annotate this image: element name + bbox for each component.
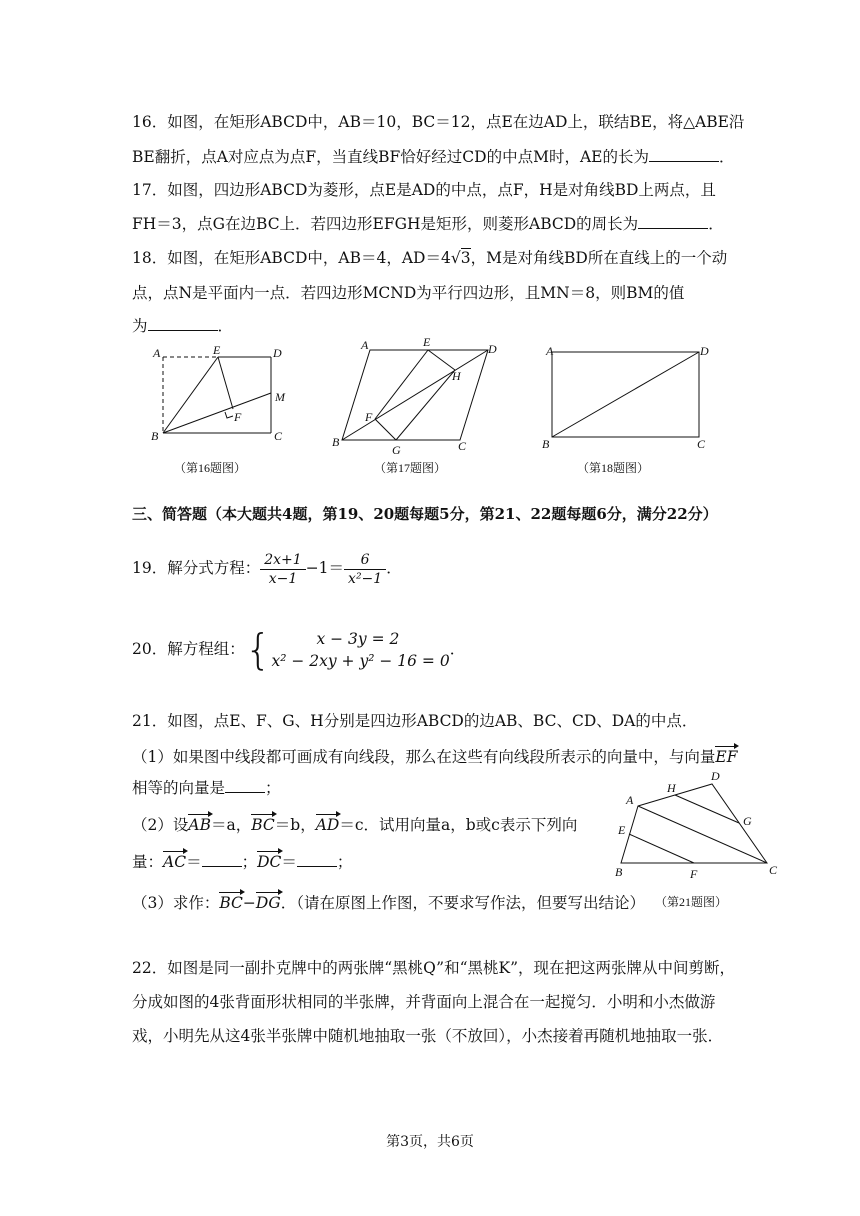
q17-line1: 17．如图，四边形ABCD为菱形，点E是AD的中点，点F，H是对角线BD上两点，且	[132, 181, 716, 199]
vector-ef: EF	[715, 745, 737, 767]
q21-line2	[132, 745, 737, 767]
answer-blank-18	[148, 316, 218, 331]
fig16-label-f: F	[234, 410, 242, 424]
fig17-label-g: G	[392, 443, 401, 457]
q21-eq-a: ＝a，	[210, 816, 252, 834]
q20	[132, 624, 465, 675]
figure-18	[540, 340, 720, 452]
fig16-label-e: E	[213, 345, 221, 357]
q20-end: ．	[449, 640, 466, 658]
q17-line2-text: FH＝3，点G在边BC上．若四边形EFGH是矩形，则菱形ABCD的周长为	[132, 215, 639, 233]
answer-blank-21-dc	[297, 852, 337, 867]
q21-sep5: ；	[241, 853, 258, 871]
answer-blank-17	[638, 214, 708, 229]
fig21-label-c: C	[769, 863, 778, 877]
q21-eq-b: ＝b，	[274, 816, 316, 834]
q20-eq2: x² − 2xy + y² − 16 = 0	[271, 652, 450, 670]
fig21-label-b: B	[615, 865, 623, 879]
fig18-caption: （第18题图）	[577, 461, 650, 475]
section-3-header: 三、简答题（本大题共4题，第19、20题每题5分，第21、22题每题6分，满分22分）	[132, 505, 718, 523]
q20-prefix: 20．解方程组：	[132, 640, 245, 658]
q19-den2: x²−1	[348, 570, 383, 587]
fig16-label-c: C	[274, 429, 283, 443]
q19-den1: x−1	[268, 570, 298, 587]
answer-blank-16	[649, 147, 719, 162]
fig18-label-d: D	[700, 344, 709, 358]
q19-prefix: 19．解分式方程：	[132, 559, 261, 577]
sqrt-radicand: 3	[460, 249, 471, 267]
q20-brace: {	[244, 625, 272, 674]
fig16-caption: （第16题图）	[174, 461, 247, 475]
q21-line5	[132, 850, 352, 872]
fig21-label-e: E	[618, 823, 626, 837]
fig16-label-d: D	[273, 346, 282, 360]
vector-bc-2: BC	[219, 891, 243, 913]
q18-line2: 点，点N是平面内一点．若四边形MCND为平行四边形，且MN＝8，则BM的值	[132, 284, 685, 302]
q17-line2	[132, 214, 724, 234]
q21-line2-text: （1）如果图中线段都可画成有向线段，那么在这些有向线段所表示的向量中，与向量	[132, 748, 716, 766]
q16-line2-text: BE翻折，点A对应点为点F，当直线BF恰好经过CD的中点M时，AE的长为	[132, 148, 649, 166]
q18-line1a: 18．如图，在矩形ABCD中，AB＝4，AD＝4	[132, 249, 451, 267]
fig16-label-b: B	[151, 429, 159, 443]
q21-line3-end: ；	[265, 779, 281, 797]
q18-line1b: ，M是对角线BD所在直线上的一个动	[470, 249, 728, 267]
q16-line1: 16．如图，在矩形ABCD中，AB＝10，BC＝12，点E在边AD上，联结BE，将△ABE沿	[132, 113, 745, 131]
q16-line2-end: ．	[718, 148, 735, 166]
fig17-label-f: F	[365, 410, 373, 424]
q21-end5: ；	[336, 853, 353, 871]
q21-line6	[132, 891, 645, 913]
fig17-caption: （第17题图）	[374, 461, 447, 475]
q16-line2	[132, 147, 734, 167]
fig16-label-a: A	[153, 346, 161, 360]
figure-21	[612, 766, 787, 881]
q21-eq5a: ＝	[186, 853, 202, 871]
q22-line3: 戏，小明先从这4张半张牌中随机地抽取一张（不放回），小杰接着再随机地抽取一张．	[132, 1027, 724, 1045]
q21-eq5b: ＝	[281, 853, 297, 871]
q18-line3-end: ．	[217, 317, 234, 335]
q21-line1: 21．如图，点E、F、G、H分别是四边形ABCD的边AB、BC、CD、DA的中点．	[132, 712, 698, 730]
q19-mid: −1＝	[305, 559, 345, 577]
q18-line1	[132, 248, 727, 268]
q18-line3-text: 为	[132, 317, 148, 335]
fig18-label-c: C	[697, 437, 706, 451]
q21-line3	[132, 778, 281, 798]
q18-line3	[132, 316, 233, 336]
fig21-label-f: F	[690, 867, 698, 881]
fig17-label-d: D	[488, 342, 497, 356]
vector-ad: AD	[316, 813, 340, 835]
q22-line2: 分成如图的4张背面形状相同的半张牌，并背面向上混合在一起搅匀．小明和小杰做游	[132, 993, 716, 1011]
q19	[132, 548, 402, 588]
fig16-label-m: M	[275, 390, 285, 404]
fig21-caption: （第21题图）	[655, 895, 728, 909]
answer-blank-21-1	[225, 778, 265, 793]
fig17-label-h: H	[452, 369, 461, 383]
fig17-label-a: A	[361, 338, 369, 352]
vector-ac: AC	[163, 850, 186, 872]
q21-line5a: 量：	[132, 853, 164, 871]
page-footer: 第3页，共6页	[386, 1134, 474, 1150]
fig17-label-e: E	[423, 335, 431, 349]
sqrt-sign: √	[450, 249, 461, 267]
q19-fraction-left	[260, 551, 305, 588]
q19-num1: 2x+1	[260, 551, 305, 570]
fig21-label-h: H	[667, 781, 676, 795]
answer-blank-21-ac	[202, 852, 242, 867]
q21-line6b: ．（请在原图上作图，不要求写作法，但要写出结论）	[280, 894, 645, 912]
q17-line2-end: ．	[708, 215, 724, 233]
fig21-label-a: A	[626, 793, 634, 807]
fig18-label-b: B	[542, 437, 550, 451]
vector-bc: BC	[251, 813, 275, 835]
q19-fraction-right	[344, 551, 386, 588]
q22-line1: 22．如图是同一副扑克牌中的两张牌“黑桃Q”和“黑桃K”，现在把这两张牌从中间剪断，	[132, 959, 735, 977]
q21-line3-text: 相等的向量是	[132, 779, 226, 797]
q21-line4a: （2）设	[132, 816, 189, 834]
q21-eq-c: ＝c．试用向量a，b或c表示下列向	[339, 816, 578, 834]
fig17-label-b: B	[332, 435, 340, 449]
fig17-label-c: C	[458, 439, 467, 453]
q19-end: ．	[386, 559, 402, 577]
fig18-label-a: A	[546, 344, 554, 358]
fig21-label-d: D	[711, 769, 720, 783]
fig21-label-g: G	[743, 814, 752, 828]
figure-17	[328, 335, 508, 460]
q19-num2: 6	[344, 551, 386, 570]
q21-line4	[132, 813, 577, 835]
q20-eq1: x − 3y = 2	[316, 630, 400, 648]
figure-16	[145, 345, 295, 450]
q21-line6a: （3）求作：	[132, 894, 220, 912]
q20-system	[271, 628, 449, 672]
q21-minus: −	[242, 894, 256, 912]
vector-dg: DG	[256, 891, 281, 913]
vector-ab: AB	[188, 813, 211, 835]
vector-dc: DC	[257, 850, 281, 872]
